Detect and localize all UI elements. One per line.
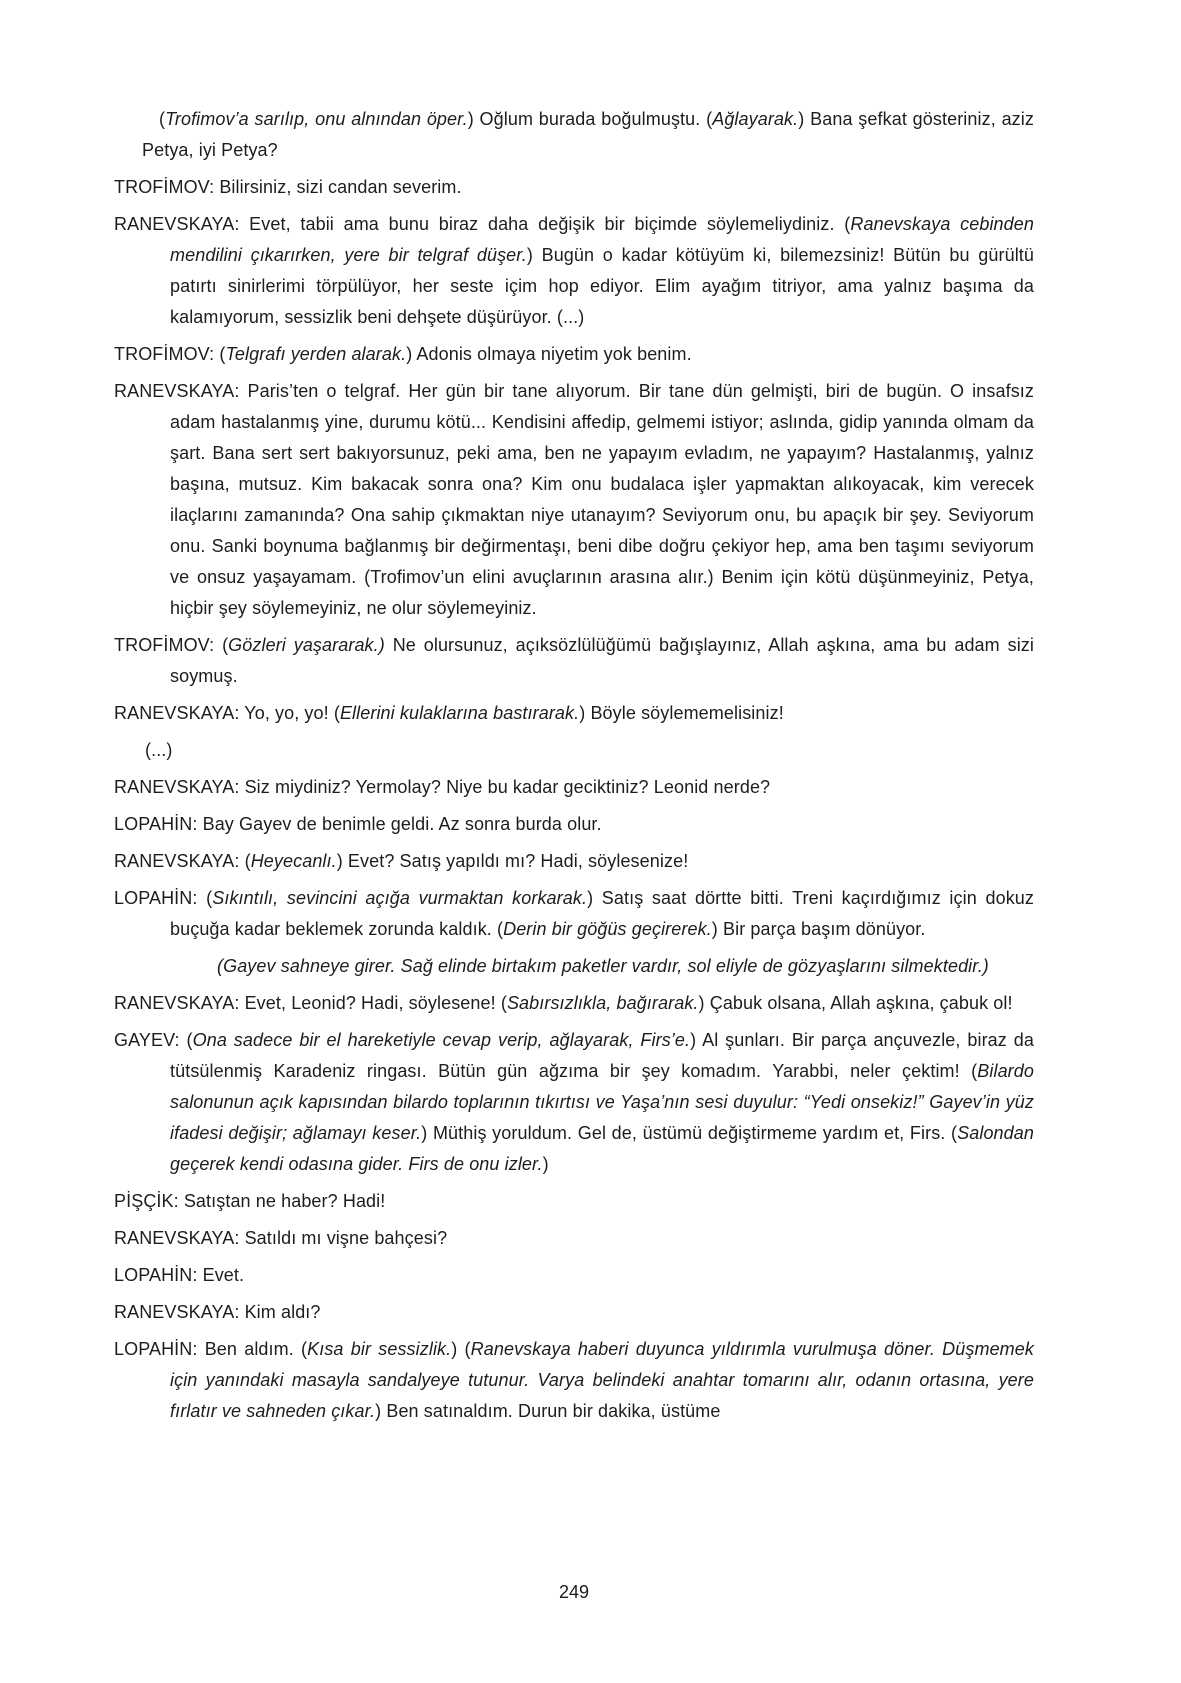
dialogue-paragraph (114, 630, 1034, 692)
stage-direction-inline: Derin bir göğüs geçirerek. (503, 919, 712, 939)
dialogue-text: ( (159, 109, 166, 129)
dialogue-paragraph (114, 988, 1034, 1019)
dialogue-text: Ben aldım. ( (204, 1339, 308, 1359)
stage-direction-inline: Sıkıntılı, sevincini açığa vurmaktan korkarak. (212, 888, 588, 908)
dialogue-text: Bilirsiniz, sizi candan severim. (219, 177, 462, 197)
speaker-name: RANEVSKAYA: (114, 1302, 245, 1322)
dialogue-text: Kim aldı? (244, 1302, 321, 1322)
dialogue-paragraph (114, 1223, 1034, 1254)
dialogue-paragraph (114, 376, 1034, 624)
speaker-name: RANEVSKAYA: (114, 1228, 245, 1248)
dialogue-text: ) Adonis olmaya niyetim yok benim. (406, 344, 692, 364)
speaker-name: RANEVSKAYA: (114, 777, 245, 797)
dialogue-text: ) Bana şefkat gösteriniz, aziz Petya, iyi Petya? (142, 109, 1034, 160)
stage-direction (217, 951, 1034, 982)
dialogue-paragraph (114, 1334, 1034, 1427)
dialogue-paragraph (114, 339, 1034, 370)
dialogue-text: ) (542, 1154, 549, 1174)
dialogue-text: ) Bir parça başım dönüyor. (711, 919, 926, 939)
dialogue-text: ) ( (451, 1339, 471, 1359)
dialogue-text: Evet, tabii ama bunu biraz daha değişik bir biçimde söylemeliydiniz. ( (249, 214, 851, 234)
dialogue-paragraph (114, 1186, 1034, 1217)
dialogue-paragraph (114, 809, 1034, 840)
stage-direction-inline: Sabırsızlıkla, bağırarak. (506, 993, 699, 1013)
dialogue-text: Siz miydiniz? Yermolay? Niye bu kadar geciktiniz? Leonid nerde? (244, 777, 771, 797)
dialogue-text: ) Çabuk olsana, Allah aşkına, çabuk ol! (698, 993, 1013, 1013)
speaker-name: LOPAHİN: (114, 1339, 205, 1359)
dialogue-text: ) Böyle söylememelisiniz! (579, 703, 784, 723)
dialogue-text: ( (222, 635, 229, 655)
stage-direction-inline: Ranevskaya cebinden mendilini çıkarırken, yere bir telgraf düşer. (170, 214, 1034, 265)
dialogue-paragraph (114, 1025, 1034, 1180)
page-number: 249 (558, 1582, 590, 1602)
stage-direction-inline: Heyecanlı. (250, 851, 337, 871)
speaker-name: PİŞÇİK: (114, 1191, 184, 1211)
ellipsis-line (145, 735, 1034, 766)
speaker-name: LOPAHİN: (114, 1265, 203, 1285)
dialogue-text: Bay Gayev de benimle geldi. Az sonra burda olur. (202, 814, 602, 834)
dialogue-text: ) Müthiş yoruldum. Gel de, üstümü değiştirmeme yardım et, Firs. ( (421, 1123, 958, 1143)
speaker-name: RANEVSKAYA: (114, 214, 250, 234)
dialogue-text: Evet. (202, 1265, 245, 1285)
stage-direction-inline: Ellerini kulaklarına bastırarak. (339, 703, 580, 723)
speaker-name: TROFİMOV: (114, 344, 220, 364)
dialogue-text: ( (206, 888, 213, 908)
dialogue-text: ( (244, 851, 251, 871)
dialogue-text: Satıştan ne haber? Hadi! (183, 1191, 386, 1211)
stage-direction-inline: (Gayev sahneye girer. Sağ elinde birtakım paketler vardır, sol eliyle de gözyaşlarını silmektedir.) (217, 956, 989, 976)
speaker-name: LOPAHİN: (114, 814, 203, 834)
dialogue-paragraph (114, 1260, 1034, 1291)
dialogue-text: ) Oğlum burada boğulmuştu. ( (467, 109, 713, 129)
dialogue-text: Ne olursunuz, açıksözlülüğümü bağışlayınız, Allah aşkına, ama bu adam sizi soymuş. (170, 635, 1034, 686)
speaker-name: RANEVSKAYA: (114, 851, 245, 871)
stage-direction-inline: Trofimov’a sarılıp, onu alnından öper. (165, 109, 468, 129)
stage-direction-inline: Ona sadece bir el hareketiyle cevap verip, ağlayarak, Firs’e. (192, 1030, 691, 1050)
dialogue-text: Yo, yo, yo! ( (244, 703, 340, 723)
dialogue-paragraph (114, 772, 1034, 803)
stage-direction-inline: Ranevskaya haberi duyunca yıldırımla vurulmuşa döner. Düşmemek için yanındaki masayla sandalyeye tutunur. Varya belindeki anahtar tomarını alır, odanın ortasına, yere fırlatır ve sahneden çıkar. (170, 1339, 1034, 1421)
speaker-name: RANEVSKAYA: (114, 703, 245, 723)
script-body (114, 104, 1034, 1433)
dialogue-text: Paris’ten o telgraf. Her gün bir tane alıyorum. Bir tane dün gelmişti, biri de bugün. O insafsız adam hastalanmış yine, durumu kötü... Kendisini affedip, gelmemi istiyor; aslında, gidip yanında olmam da şart. Bana sert sert bakıyorsunuz, peki ama, ben ne yapayım evladım, ne yapayım? Hastalanmış, yalnız başına, mutsuz. Kim bakacak sonra ona? Kim onu budalaca işler yapmaktan alıkoyacak, kim verecek ilaçlarını zamanında? Ona sahip çıkmaktan niye utanayım? Seviyorum onu, bu apaçık bir şey. Seviyorum onu. Sanki boynuma bağlanmış bir değirmentaşı, beni dibe doğru çekiyor hep, ama ben taşımı seviyorum ve onsuz yaşayamam. (Trofimov’un elini avuçlarının arasına alır.) Benim için kötü düşünmeyiniz, Petya, hiçbir şey söylemeyiniz, ne olur söylemeyiniz. (170, 381, 1034, 618)
speaker-name: RANEVSKAYA: (114, 993, 245, 1013)
continuation-paragraph (142, 104, 1034, 166)
dialogue-text: Satıldı mı vişne bahçesi? (244, 1228, 448, 1248)
dialogue-text: ( (219, 344, 226, 364)
dialogue-paragraph (114, 172, 1034, 203)
dialogue-text: ) Satış saat dörtte bitti. Treni kaçırdığımız için dokuz buçuğa kadar beklemek zorunda kaldık. ( (170, 888, 1035, 939)
dialogue-text: ( (186, 1030, 193, 1050)
dialogue-paragraph (114, 209, 1034, 333)
stage-direction-inline: Bilardo salonunun açık kapısından bilardo toplarının tıkırtısı ve Yaşa’nın sesi duyulur: “Yedi onsekiz!” Gayev’in yüz ifadesi değişir; ağlamayı keser. (170, 1061, 1034, 1143)
dialogue-text: Evet, Leonid? Hadi, söylesene! ( (244, 993, 507, 1013)
dialogue-text: ) Bugün o kadar kötüyüm ki, bilemezsiniz! Bütün bu gürültü patırtı sinirlerimi törpülüyor, her seste içim hop ediyor. Elim ayağım titriyor, ama yalnız başıma da kalamıyorum, sessizlik beni dehşete düşürüyor. (...) (170, 245, 1034, 327)
dialogue-paragraph (114, 1297, 1034, 1328)
dialogue-text: (...) (145, 740, 173, 760)
dialogue-text: ) Evet? Satış yapıldı mı? Hadi, söylesenize! (336, 851, 689, 871)
speaker-name: TROFİMOV: (114, 635, 223, 655)
stage-direction-inline: Kısa bir sessizlik. (307, 1339, 452, 1359)
speaker-name: GAYEV: (114, 1030, 187, 1050)
dialogue-text: ) Al şunları. Bir parça ançuvezle, biraz da tütsülenmiş Karadeniz ringası. Bütün gün ağzıma bir şey komadım. Yarabbi, neler çektim! ( (170, 1030, 1034, 1081)
speaker-name: LOPAHİN: (114, 888, 207, 908)
dialogue-paragraph (114, 883, 1034, 945)
stage-direction-inline: Ağlayarak. (712, 109, 799, 129)
stage-direction-inline: Telgrafı yerden alarak. (225, 344, 407, 364)
speaker-name: RANEVSKAYA: (114, 381, 248, 401)
stage-direction-inline: Gözleri yaşararak.) (228, 635, 385, 655)
stage-direction-inline: Salondan geçerek kendi odasına gider. Firs de onu izler. (170, 1123, 1034, 1174)
dialogue-paragraph (114, 698, 1034, 729)
dialogue-text: ) Ben satınaldım. Durun bir dakika, üstüme (375, 1401, 721, 1421)
speaker-name: TROFİMOV: (114, 177, 220, 197)
dialogue-paragraph (114, 846, 1034, 877)
